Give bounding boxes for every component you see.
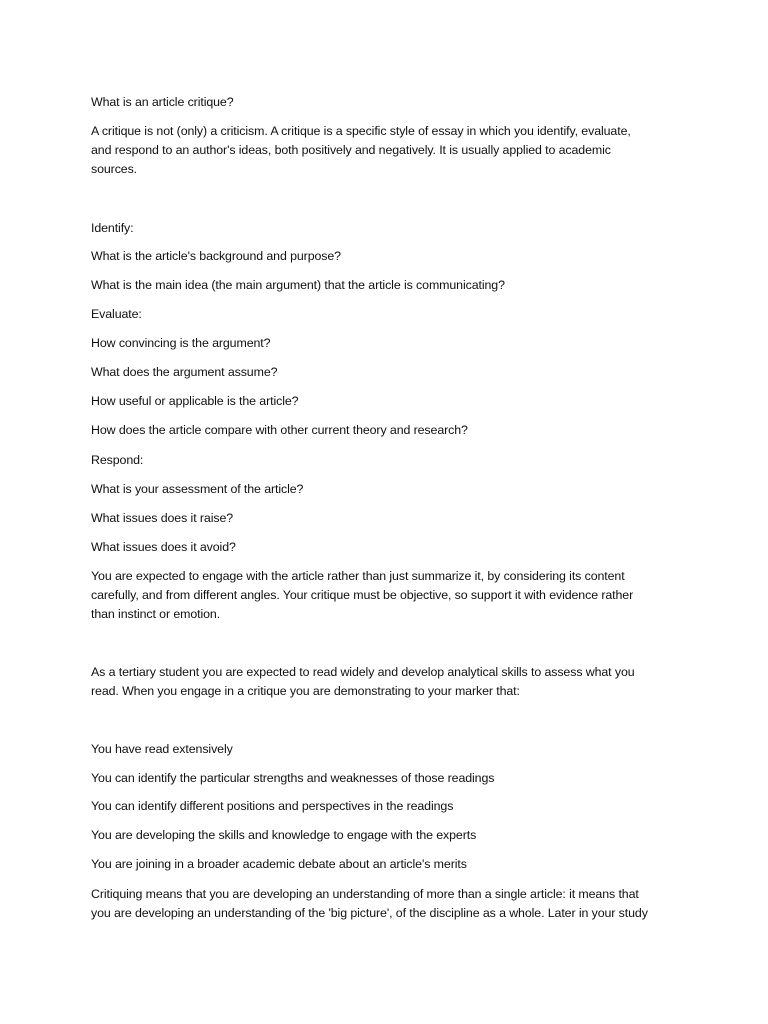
- tertiary-paragraph-line: As a tertiary student you are expected to read widely and develop analytical skills to assess what you: [91, 665, 635, 679]
- evaluate-question: How useful or applicable is the article?: [91, 394, 299, 408]
- closing-paragraph-line: you are developing an understanding of the 'big picture', of the discipline as a whole. Later in your study: [91, 906, 648, 920]
- respond-question: What issues does it raise?: [91, 511, 234, 525]
- document-heading: What is an article critique?: [91, 95, 234, 109]
- evaluate-question: What does the argument assume?: [91, 365, 278, 379]
- respond-question: What is your assessment of the article?: [91, 482, 304, 496]
- respond-question: What issues does it avoid?: [91, 540, 236, 554]
- engage-paragraph-line: carefully, and from different angles. Your critique must be objective, so support it with evidence rather: [91, 588, 634, 602]
- engage-paragraph-line: You are expected to engage with the article rather than just summarize it, by considering its content: [91, 569, 625, 583]
- evaluate-question: How convincing is the argument?: [91, 336, 271, 350]
- evaluate-label: Evaluate:: [91, 307, 142, 321]
- closing-paragraph-line: Critiquing means that you are developing an understanding of more than a single article: it means that: [91, 887, 639, 901]
- evaluate-question: How does the article compare with other current theory and research?: [91, 423, 468, 437]
- intro-paragraph-line: sources.: [91, 162, 138, 176]
- respond-label: Respond:: [91, 453, 144, 467]
- demonstration-item: You have read extensively: [91, 742, 233, 756]
- demonstration-item: You can identify different positions and perspectives in the readings: [91, 799, 454, 813]
- tertiary-paragraph-line: read. When you engage in a critique you are demonstrating to your marker that:: [91, 684, 520, 698]
- engage-paragraph-line: than instinct or emotion.: [91, 607, 221, 621]
- intro-paragraph-line: A critique is not (only) a criticism. A critique is a specific style of essay in which you identify, evaluate,: [91, 124, 631, 138]
- demonstration-item: You are joining in a broader academic debate about an article's merits: [91, 857, 467, 871]
- demonstration-item: You can identify the particular strengths and weaknesses of those readings: [91, 771, 495, 785]
- identify-label: Identify:: [91, 221, 134, 235]
- identify-question: What is the main idea (the main argument) that the article is communicating?: [91, 278, 505, 292]
- intro-paragraph-line: and respond to an author's ideas, both positively and negatively. It is usually applied to academic: [91, 143, 611, 157]
- demonstration-item: You are developing the skills and knowledge to engage with the experts: [91, 828, 477, 842]
- identify-question: What is the article's background and purpose?: [91, 249, 341, 263]
